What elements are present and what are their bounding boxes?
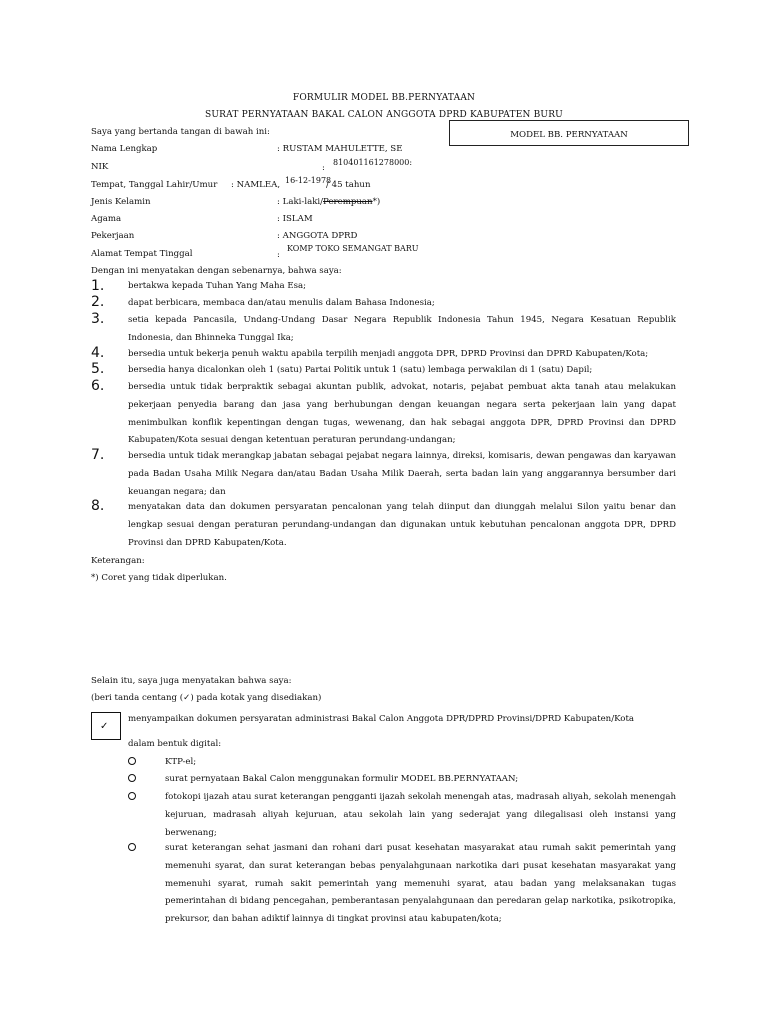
item-text: setia kepada Pancasila, Undang-Undang Dasar Negara Republik Indonesia Tahun 1945, Negara Kesatuan Republik Indonesia, dan Bhinneka Tunggal Ika;: [128, 315, 676, 343]
pekerjaan-value: : ANGGOTA DPRD: [277, 231, 358, 241]
declare-intro: Dengan ini menyatakan dengan sebenarnya, bahwa saya:: [91, 266, 342, 276]
jk-value: [277, 197, 380, 207]
item-number: 8.: [91, 498, 105, 514]
sub-item-text: KTP-el;: [165, 757, 197, 767]
item-text: bersedia untuk tidak berpraktik sebagai akuntan publik, advokat, notaris, pejabat pembuat akta tanah atau melakukan pekerjaan penyedia barang dan jasa yang berhubungan dengan keuangan negara serta pekerjaan lain yang dapat menimbulkan konflik kepentingan dengan tugas, wewenang, dan hak sebagai anggota DPR, DPRD Provinsi dan DPRD Kabupaten/Kota sesuai dengan ketentuan peraturan perundang-undangan;: [128, 382, 676, 446]
bullet-circle-icon: [128, 792, 136, 800]
nik-value: 810401161278000:: [333, 158, 413, 167]
item-number: 5.: [91, 361, 105, 377]
digital-text: dalam bentuk digital:: [128, 739, 222, 749]
item-number: 3.: [91, 311, 105, 327]
keterangan-label: Keterangan:: [91, 556, 145, 566]
ttl-label: Tempat, Tanggal Lahir/Umur: [91, 180, 218, 190]
sub-item-text: surat keterangan sehat jasmani dan rohani dari pusat kesehatan masyarakat atau rumah sakit pemerintah yang memenuhi syarat, dan surat keterangan bebas penyalahgunaan narkotika dari pusat kesehatan masyarakat yang memenuhi syarat, rumah sakit pemerintah yang memenuhi syarat, atau badan yang melaksanakan tugas pemerintahan di bidang pencegahan, pemberantasan penyalahgunaan dan peredaran gelap narkotika, psikotropika, prekursor, dan bahan adiktif lainnya di tingkat provinsi atau kabupaten/kota;: [165, 843, 676, 925]
document-title: SURAT PERNYATAAN BAKAL CALON ANGGOTA DPRD KABUPATEN BURU: [205, 110, 563, 120]
document-checkbox[interactable]: [91, 712, 121, 740]
coret-note: *) Coret yang tidak diperlukan.: [91, 573, 227, 583]
jk-label: Jenis Kelamin: [91, 197, 151, 207]
model-box-label: MODEL BB. PERNYATAAN: [510, 130, 628, 140]
bullet-circle-icon: [128, 843, 136, 851]
jk-value-strike: Perempuan: [323, 197, 373, 207]
ttl-place: : NAMLEA,: [231, 180, 281, 190]
selain-text: Selain itu, saya juga menyatakan bahwa saya:: [91, 676, 292, 686]
alamat-colon: :: [277, 250, 280, 260]
sub-item-text: surat pernyataan Bakal Calon menggunakan formulir MODEL BB.PERNYATAAN;: [165, 774, 519, 784]
bullet-circle-icon: [128, 757, 136, 765]
ttl-date: 16-12-1978: [285, 176, 332, 185]
item-number: 6.: [91, 378, 105, 394]
nik-colon: :: [322, 163, 325, 173]
form-title: FORMULIR MODEL BB.PERNYATAAN: [292, 93, 476, 103]
model-box: [449, 120, 689, 146]
item-text: bersedia untuk tidak merangkap jabatan sebagai pejabat negara lainnya, direksi, komisaris, dewan pengawas dan karyawan pada Badan Usaha Milik Negara dan/atau Badan Usaha Milik Daerah, serta badan lain yang anggarannya bersumber dari keuangan negara; dan: [128, 451, 676, 497]
beri-tanda-text: (beri tanda centang (✓) pada kotak yang disediakan): [91, 693, 322, 703]
item-number: 4.: [91, 345, 105, 361]
jk-value-b: *): [372, 197, 381, 207]
intro-text: Saya yang bertanda tangan di bawah ini:: [91, 127, 270, 137]
item-text: bersedia untuk bekerja penuh waktu apabila terpilih menjadi anggota DPR, DPRD Provinsi dan DPRD Kabupaten/Kota;: [128, 349, 649, 359]
alamat-value: KOMP TOKO SEMANGAT BARU: [287, 244, 419, 253]
nama-value: : RUSTAM MAHULETTE, SE: [277, 144, 403, 154]
check-mark-icon: ✓: [100, 721, 109, 732]
item-text: menyatakan data dan dokumen persyaratan pencalonan yang telah diinput dan diunggah melalui Silon yaitu benar dan lengkap sesuai dengan peraturan perundang-undangan dan digunakan untuk kebutuhan pencalonan anggota DPR, DPRD Provinsi dan DPRD Kabupaten/Kota.: [128, 502, 676, 548]
nik-label: NIK: [91, 162, 109, 172]
pekerjaan-label: Pekerjaan: [91, 231, 135, 241]
alamat-label: Alamat Tempat Tinggal: [91, 249, 193, 259]
sub-item-text: fotokopi ijazah atau surat keterangan pengganti ijazah sekolah menengah atas, madrasah aliyah, sekolah menengah kejuruan, madrasah aliyah kejuruan, atau sekolah lain yang sederajat yang dilegalisasi oleh instansi yang berwenang;: [165, 792, 676, 838]
nama-label: Nama Lengkap: [91, 144, 158, 154]
agama-label: Agama: [91, 214, 122, 224]
item-number: 2.: [91, 294, 105, 310]
menyampaikan-text: menyampaikan dokumen persyaratan administrasi Bakal Calon Anggota DPR/DPRD Provinsi/DPRD Kabupaten/Kota: [128, 714, 635, 724]
item-text: bersedia hanya dicalonkan oleh 1 (satu) Partai Politik untuk 1 (satu) lembaga perwakilan di 1 (satu) Dapil;: [128, 365, 593, 375]
item-number: 7.: [91, 447, 105, 463]
item-text: bertakwa kepada Tuhan Yang Maha Esa;: [128, 281, 307, 291]
item-text: dapat berbicara, membaca dan/atau menulis dalam Bahasa Indonesia;: [128, 298, 435, 308]
jk-value-a: : Laki-laki/: [277, 197, 324, 207]
agama-value: : ISLAM: [277, 214, 313, 224]
item-number: 1.: [91, 278, 105, 294]
ttl-age: / 45 tahun: [326, 180, 371, 190]
bullet-circle-icon: [128, 774, 136, 782]
